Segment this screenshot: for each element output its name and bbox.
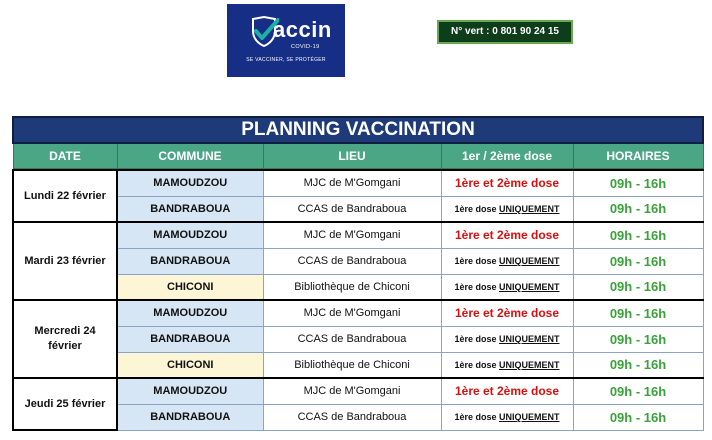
commune-cell: CHICONI [117,352,263,378]
table-row [13,196,703,222]
dose-prefix: 1ère dose [454,412,497,422]
lieu-cell: CCAS de Bandraboua [263,404,441,430]
table-row [13,300,703,326]
table-row [13,378,703,404]
hours-cell: 09h - 16h [573,378,703,404]
dose-cell: 1ère et 2ème dose [441,378,573,404]
date-cell: Mardi 23 février [13,222,117,300]
dose-prefix: 1ère dose [454,203,497,214]
dose-prefix: 1ère dose [454,281,497,292]
dose-emphasis: UNIQUEMENT [499,359,560,370]
hours-cell: 09h - 16h [573,404,703,430]
table-title-row [13,117,703,143]
header-dose: 1er / 2ème dose [441,143,573,168]
commune-cell: BANDRABOUA [117,326,263,352]
lieu-cell: MJC de M'Gomgani [263,170,441,196]
lieu-cell: CCAS de Bandraboua [263,326,441,352]
table-row [13,222,703,248]
commune-cell: BANDRABOUA [117,196,263,222]
date-cell [13,300,117,378]
vaccination-schedule-table [12,116,704,431]
header-lieu: LIEU [263,143,441,168]
table-title: PLANNING VACCINATION [13,117,703,143]
dose-cell [441,352,573,378]
dose-emphasis: UNIQUEMENT [499,203,560,214]
commune-cell: MAMOUDZOU [117,222,263,248]
commune-cell: MAMOUDZOU [117,378,263,404]
table-row [13,404,703,430]
dose-cell [441,404,573,430]
dose-emphasis: UNIQUEMENT [499,334,560,344]
table-header-row [13,143,703,168]
dose-cell [441,248,573,274]
hours-cell: 09h - 16h [573,352,703,378]
logo-subtitle: COVID-19 [291,44,320,50]
hours-cell: 09h - 16h [573,222,703,248]
dose-cell: 1ère et 2ème dose [441,170,573,196]
dose-cell [441,326,573,352]
dose-emphasis: UNIQUEMENT [499,256,560,266]
dose-emphasis: UNIQUEMENT [499,281,560,292]
hours-cell: 09h - 16h [573,248,703,274]
commune-cell: MAMOUDZOU [117,300,263,326]
date-line-2: février [48,340,82,352]
dose-emphasis: UNIQUEMENT [499,412,560,422]
commune-cell: BANDRABOUA [117,404,263,430]
table-row [13,352,703,378]
hotline-badge: N° vert : 0 801 90 24 15 [437,20,573,44]
dose-prefix: 1ère dose [454,359,497,370]
dose-cell [441,274,573,300]
table-row [13,326,703,352]
table-row [13,170,703,196]
lieu-cell: Bibliothèque de Chiconi [263,352,441,378]
commune-cell: BANDRABOUA [117,248,263,274]
hours-cell: 09h - 16h [573,170,703,196]
dose-cell: 1ère et 2ème dose [441,300,573,326]
lieu-cell: CCAS de Bandraboua [263,196,441,222]
hours-cell: 09h - 16h [573,326,703,352]
logo-tagline: SE VACCINER, SE PROTÉGER [246,57,326,63]
lieu-cell: MJC de M'Gomgani [263,222,441,248]
lieu-cell: CCAS de Bandraboua [263,248,441,274]
dose-cell: 1ère et 2ème dose [441,222,573,248]
date-line-1: Mercredi 24 [34,325,96,337]
logo-wordmark: accin [273,17,332,42]
lieu-cell: Bibliothèque de Chiconi [263,274,441,300]
commune-cell: CHICONI [117,274,263,300]
lieu-cell: MJC de M'Gomgani [263,378,441,404]
vaccin-covid-logo [227,4,345,77]
header-horaires: HORAIRES [573,143,703,168]
commune-cell: MAMOUDZOU [117,170,263,196]
lieu-cell: MJC de M'Gomgani [263,300,441,326]
date-cell: Jeudi 25 février [13,378,117,430]
dose-prefix: 1ère dose [454,256,497,266]
table-row [13,274,703,300]
table-row [13,248,703,274]
hours-cell: 09h - 16h [573,300,703,326]
hours-cell: 09h - 16h [573,196,703,222]
hours-cell: 09h - 16h [573,274,703,300]
header-date: DATE [13,143,117,168]
dose-cell [441,196,573,222]
date-cell: Lundi 22 février [13,170,117,222]
dose-prefix: 1ère dose [454,334,497,344]
header-commune: COMMUNE [117,143,263,168]
